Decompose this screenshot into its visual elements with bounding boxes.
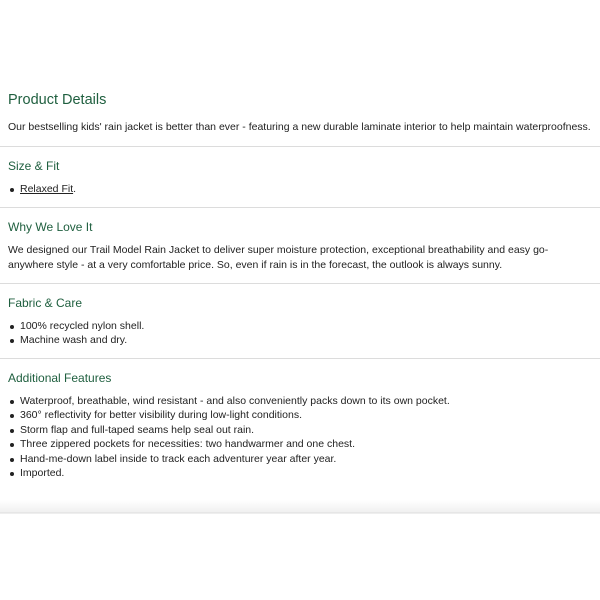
why-we-love-it-section [8,208,592,283]
list-item [20,182,592,197]
list-item: 100% recycled nylon shell. [20,319,592,334]
size-fit-list [8,182,592,197]
list-item-suffix: . [73,183,77,195]
why-we-love-it-text: We designed our Trail Model Rain Jacket to deliver super moisture protection, exceptional breathability and easy go-anywhere style - at a very comfortable price. So, even if rain is in the forecast, the outlook is always sunny. [8,243,549,271]
fabric-care-section [8,284,592,358]
bottom-border [0,512,600,513]
list-item: Three zippered pockets for necessities: two handwarmer and one chest. [20,437,592,452]
list-item: 360° reflectivity for better visibility during low-light conditions. [20,408,592,423]
why-we-love-it-heading: Why We Love It [8,219,93,234]
fabric-care-heading: Fabric & Care [8,295,83,310]
size-fit-section [8,147,592,207]
additional-features-list [8,394,592,481]
size-fit-heading: Size & Fit [8,159,60,173]
list-item: Machine wash and dry. [20,333,592,348]
list-item: Waterproof, breathable, wind resistant - and also conveniently packs down to its own pocket. [20,394,592,409]
relaxed-fit-link[interactable]: Relaxed Fit [20,183,74,195]
fabric-care-list [8,319,592,348]
list-item: Imported. [20,466,592,481]
product-details-title: Product Details [8,92,107,108]
additional-features-section [8,359,592,491]
list-item: Storm flap and full-taped seams help seal out rain. [20,423,592,438]
product-description: Our bestselling kids' rain jacket is better than ever - featuring a new durable laminate interior to help maintain waterproofness. [8,121,591,133]
list-item: Hand-me-down label inside to track each adventurer year after year. [20,452,592,467]
additional-features-heading: Additional Features [8,370,112,385]
product-details-panel [0,86,600,508]
